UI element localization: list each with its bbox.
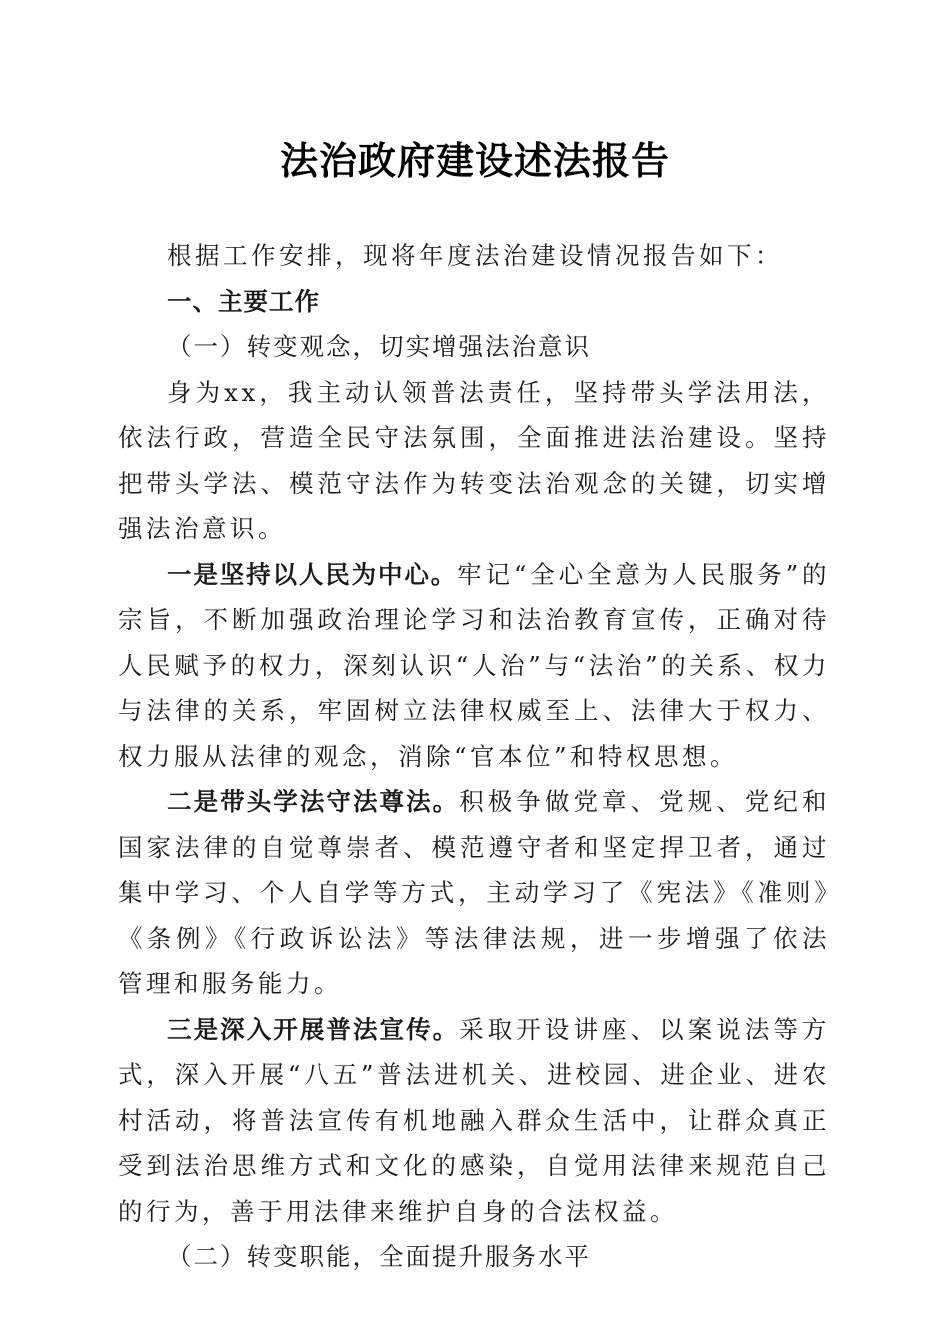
- section-heading-main-work: 一、主要工作: [167, 286, 320, 316]
- intro-paragraph: 根据工作安排，现将年度法治建设情况报告如下：: [167, 241, 783, 270]
- point-1-lead: 一是坚持以人民为中心。: [167, 559, 458, 589]
- document-body: [118, 233, 830, 1280]
- point-3-text: 采取开设讲座、以案说法等方式，深入开展“八五”普法进机关、进校园、进企业、进农村活动，将普法宣传有机地融入群众生活中，让群众真正受到法治思维方式和文化的感染，自觉用法律来规范自己的行为，善于用法律来维护自身的合法权益。: [118, 1014, 830, 1226]
- document-title: 法治政府建设述法报告: [279, 138, 670, 183]
- point-3-paragraph: [118, 1007, 830, 1235]
- subsection-heading-1: （一）转变观念，切实增强法治意识: [167, 332, 591, 361]
- point-1-text: 牢记“全心全意为人民服务”的宗旨，不断加强政治理论学习和法治教育宣传，正确对待人民赋予的权力，深刻认识“人治”与“法治”的关系、权力与法律的关系，牢固树立法律权威至上、法律大于权力、权力服从法律的观念，消除“官本位”和特权思想。: [118, 559, 830, 771]
- point-3-lead: 三是深入开展普法宣传。: [167, 1014, 460, 1044]
- point-2-paragraph: [118, 779, 830, 1007]
- point-1-paragraph: [118, 552, 830, 780]
- paragraph-role: 身为xx，我主动认领普法责任，坚持带头学法用法，依法行政，营造全民守法氛围，全面推进法治建设。坚持把带头学法、模范守法作为转变法治观念的关键，切实增强法治意识。: [118, 377, 830, 543]
- point-2-text: 积极争做党章、党规、党纪和国家法律的自觉尊崇者、模范遵守者和坚定捍卫者，通过集中学习、个人自学等方式，主动学习了《宪法》《准则》《条例》《行政诉讼法》等法律法规，进一步增强了依法管理和服务能力。: [118, 787, 830, 998]
- subsection-heading-2: （二）转变职能，全面提升服务水平: [167, 1242, 591, 1271]
- point-2-lead: 二是带头学法守法尊法。: [167, 787, 460, 816]
